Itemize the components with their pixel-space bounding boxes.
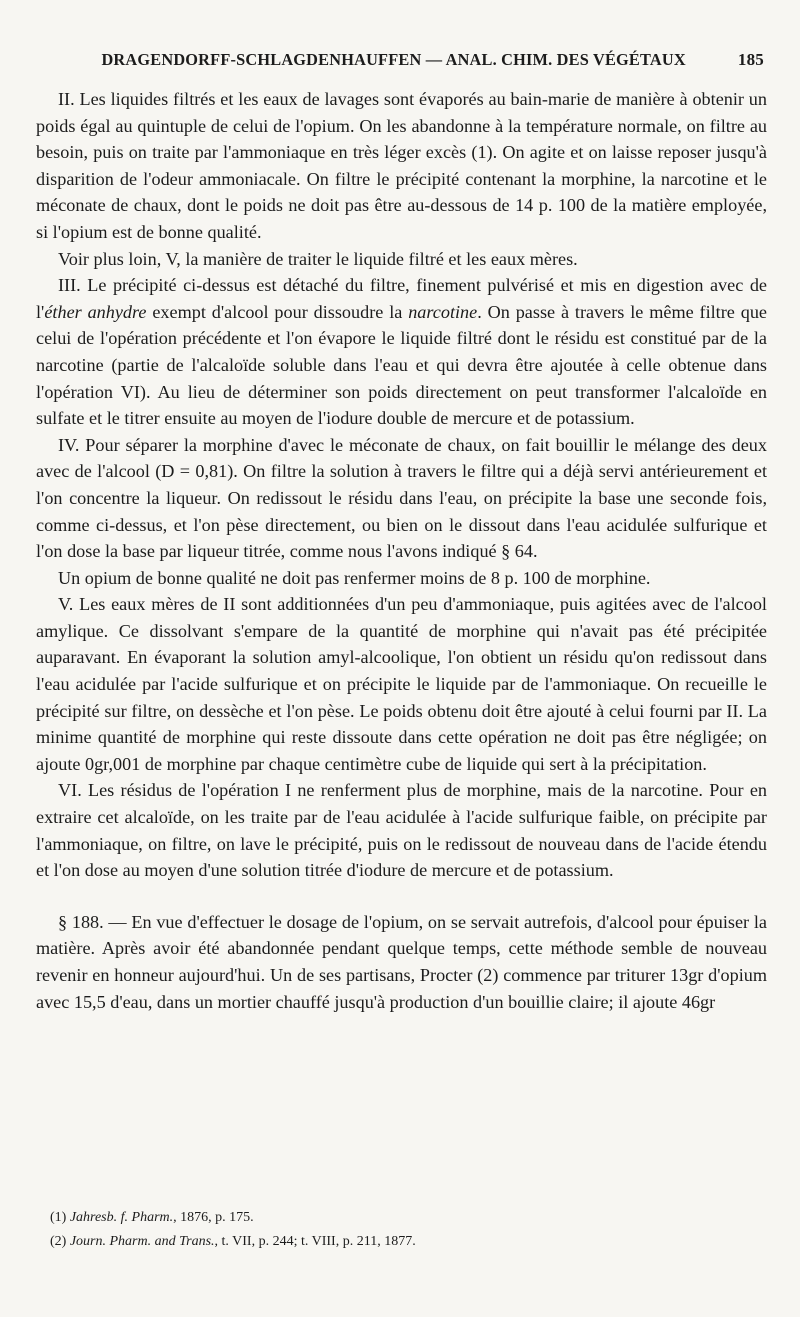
section-188: § 188. — En vue d'effectuer le dosage de l'opium, on se servait autrefois, d'alcool pour épuiser la matière. Après avoir été abandonnée pendant quelque temps, cette méthode semble de nouveau revenir en honneur aujourd'hui. Un de ses partisans, Procter (2) commence par triturer 13gr d'opium avec 15,5 d'eau, dans un mortier chauffé jusqu'à production d'un bouillie claire; il ajoute 46gr [36, 911, 767, 1012]
paragraph-v: V. Les eaux mères de II sont additionnées d'un peu d'ammoniaque, puis agitées avec de l'alcool amylique. Ce dissolvant s'empare de la quantité de morphine qui n'avait pas été précipitée auparavant. En évaporant la solution amyl-alcoolique, l'on obtient un résidu qu'on redissout dans l'eau acidulée par l'acide sulfurique et on précipite le liquide par de l'ammoniaque. On recueille le précipité sur filtre, on dessèche et l'on pèse. Le poids obtenu doit être ajouté à celui fourni par II. La minime quantité de morphine qui reste dissoute dans cette opération ne doit pas être négligée; on ajoute 0gr,001 de morphine par chaque centimètre cube de liquide qui sert à la précipitation. [36, 594, 767, 774]
running-title: DRAGENDORFF-SCHLAGDENHAUFFEN — ANAL. CHIM. DES VÉGÉTAUX [101, 50, 686, 69]
footnote-mark: (2) [50, 1234, 67, 1249]
footnote-2 [50, 1230, 760, 1254]
paragraph-ii: II. Les liquides filtrés et les eaux de lavages sont évaporés au bain-marie de manière à obtenir un poids égal au quintuple de celui de l'opium. On les abandonne à la température normale, on filtre au besoin, puis on traite par l'ammoniaque en très léger excès (1). On agite et on laisse reposer jusqu'à disparition de l'odeur ammoniacale. On filtre le précipité contenant la morphine, la narcotine et le méconate de chaux, dont le poids ne doit pas être au-dessous de 14 p. 100 de la matière employée, si l'opium est de bonne qualité. [36, 89, 767, 242]
paragraph-iii [36, 272, 767, 432]
italic-ether: éther anhydre [44, 301, 147, 322]
footnote-reference: Journ. Pharm. and Trans. [69, 1234, 215, 1249]
footnote-detail: , 1876, p. 175. [173, 1210, 254, 1225]
italic-narcotine: narcotine [408, 301, 478, 322]
paragraph-opium-quality: Un opium de bonne qualité ne doit pas renfermer moins de 8 p. 100 de morphine. [58, 567, 651, 588]
footnotes [50, 1206, 760, 1254]
paragraph-iii-text-3: . On passe à travers le même filtre que celui de l'opération précédente et l'on évapore le liquide filtré dont le résidu est constitué par de la narcotine (partie de l'alcaloïde soluble dans l'eau et qui devra être ajoutée à celle obtenue dans l'opération VI). Au lieu de déterminer son poids directement on peut transformer l'alcaloïde en sulfate et le titrer ensuite au moyen de l'iodure double de mercure et de potassium. [36, 301, 767, 429]
paragraph-iv: IV. Pour séparer la morphine d'avec le méconate de chaux, on fait bouillir le mélange des deux avec de l'alcool (D = 0,81). On filtre la solution à travers le filtre qui a déjà servi antérieurement et l'on concentre la liqueur. On redissout le résidu dans l'eau, on précipite la base une seconde fois, comme ci-dessus, et l'on pèse directement, ou bien on le dissout dans l'eau acidulée sulfurique et l'on dose la base par liqueur titrée, comme nous l'avons indiqué § 64. [36, 434, 767, 562]
footnote-detail: , t. VII, p. 244; t. VIII, p. 211, 1877. [214, 1234, 416, 1249]
footnote-mark: (1) [50, 1210, 67, 1225]
paragraph-iii-text-1: III. Le précipité ci-dessus est détaché du filtre, finement pulvérisé et mis en digestion avec de l' [36, 275, 767, 322]
page-number: 185 [737, 50, 764, 69]
paragraph-iii-text-2: exempt d'alcool pour dissoudre la [146, 301, 409, 322]
page-body [36, 86, 767, 1015]
footnote-reference: Jahresb. f. Pharm. [69, 1210, 174, 1225]
running-header [40, 50, 770, 70]
paragraph-vi: VI. Les résidus de l'opération I ne renferment plus de morphine, mais de la narcotine. Pour en extraire cet alcaloïde, on les traite par de l'eau acidulée à l'acide sulfurique faible, on précipite par l'ammoniaque, on filtre, on lave le précipité, puis on le redissout de nouveau dans de l'acide étendu et l'on dose au moyen d'une solution titrée d'iodure de mercure et de potassium. [36, 780, 767, 881]
footnote-1 [50, 1206, 760, 1230]
paragraph-voir: Voir plus loin, V, la manière de traiter le liquide filtré et les eaux mères. [58, 248, 578, 269]
